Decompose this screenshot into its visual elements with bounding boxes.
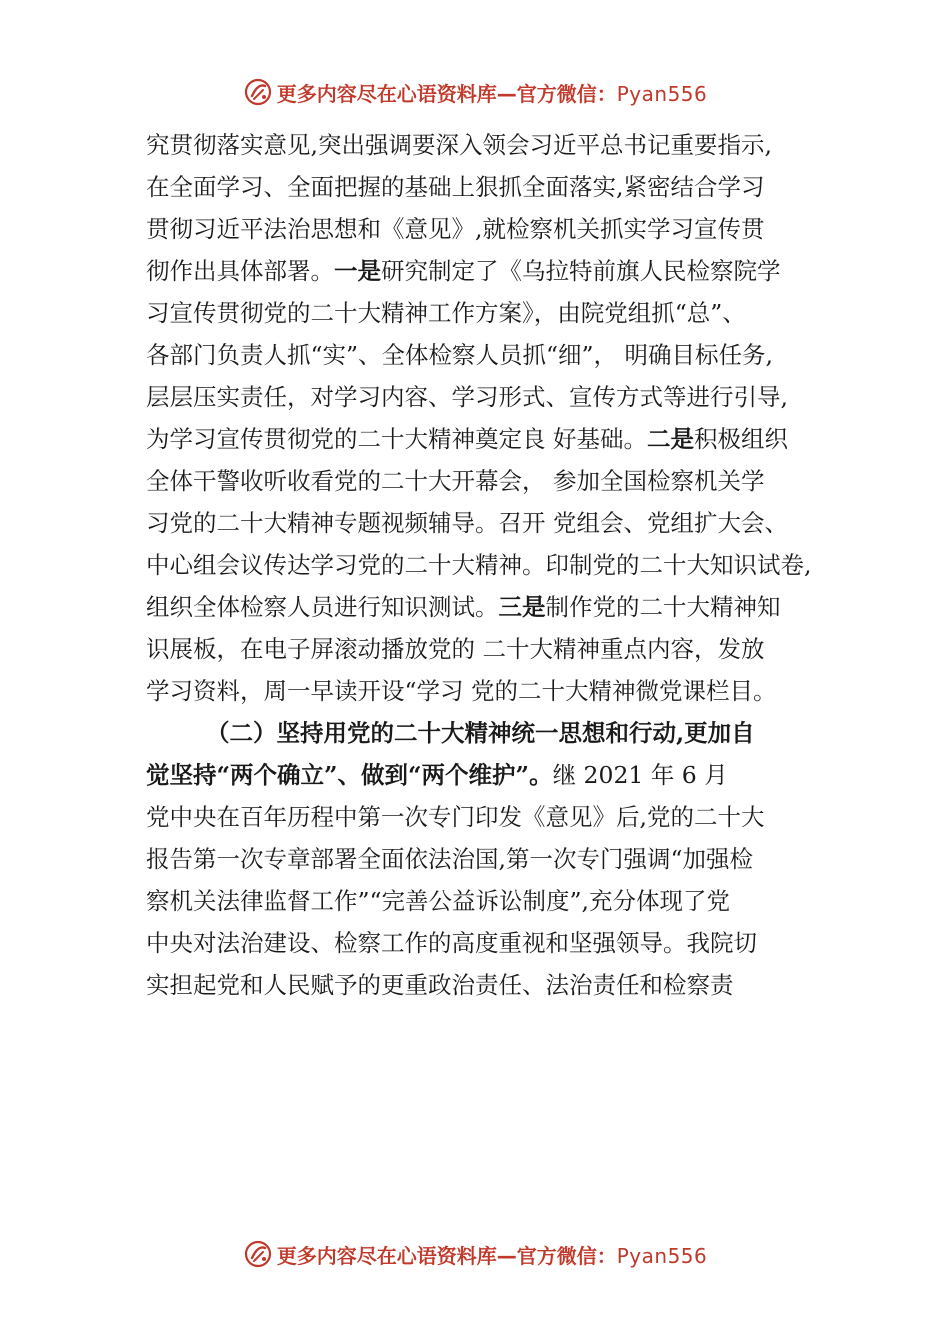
text-span: 党中央在百年历程中第一次专门印发《意见》后,党的二十大 [146,803,765,831]
body-text-line [146,124,846,166]
body-text-line [146,922,846,964]
watermark-label: 更多内容尽在心语资料库—官方微信： [276,81,617,106]
text-span: 各部门负责人抓“实”、全体检察人员抓“细”， 明确目标任务, [146,341,773,369]
body-text-line [146,586,846,628]
body-text-line [146,250,846,292]
seal-logo-icon [243,1239,273,1269]
body-text-line [146,544,846,586]
bold-text-span: （二）坚持用党的二十大精神统一思想和行动,更加自 [206,719,755,747]
bold-text-span: 三是 [498,593,546,621]
text-span: 制作党的二十大精神知 [545,593,781,621]
body-text-line [146,880,846,922]
watermark-wechat-id: Pyan556 [616,81,708,106]
body-text-line [146,334,846,376]
watermark-text [277,1240,708,1269]
text-span: 究贯彻落实意见,突出强调要深入领会习近平总书记重要指示, [146,131,772,159]
text-span: 积极组织 [693,425,788,453]
text-span: 贯彻习近平法治思想和《意见》,就检察机关抓实学习宣传贯 [146,215,765,243]
text-span: 中心组会议传达学习党的二十大精神。印制党的二十大知识试卷, [146,551,812,579]
body-text-line [146,796,846,838]
bold-text-span: 一是 [334,257,381,285]
text-span: 组织全体检察人员进行知识测试。 [146,593,499,621]
bold-text-span: 二是 [646,425,694,453]
body-text-line [146,418,846,460]
text-span: 层层压实责任，对学习内容、学习形式、宣传方式等进行引导, [146,383,788,411]
text-span: 察机关法律监督工作”“完善公益诉讼制度”,充分体现了党 [146,887,731,915]
text-span: 继 2021 年 6 月 [552,761,728,789]
body-text-line [146,964,846,1006]
body-text-line [146,670,846,712]
text-span: 彻作出具体部署。 [146,257,334,285]
text-span: 实担起党和人民赋予的更重政治责任、法治责任和检察责 [146,971,734,999]
footer-watermark [0,1234,950,1274]
text-span: 研究制定了《乌拉特前旗人民检察院学 [381,257,781,285]
watermark-text [277,78,708,107]
body-text-line [146,502,846,544]
text-span: 中央对法治建设、检察工作的高度重视和坚强领导。我院切 [146,929,757,957]
text-span: 全体干警收听收看党的二十大开幕会， 参加全国检察机关学 [146,467,765,495]
body-text-line [146,460,846,502]
body-text-line [146,376,846,418]
body-text-line [146,754,846,796]
text-span: 习宣传贯彻党的二十大精神工作方案》，由院党组抓“总”、 [146,299,746,327]
header-watermark [0,72,950,112]
text-span: 为学习宣传贯彻党的二十大精神奠定良 好基础。 [146,425,647,453]
text-span: 学习资料，周一早读开设“学习 党的二十大精神微党课栏目。 [146,677,777,705]
body-text-line [146,292,846,334]
body-text-line [146,208,846,250]
seal-logo-icon [243,77,273,107]
body-text-line [146,166,846,208]
text-span: 识展板，在电子屏滚动播放党的 二十大精神重点内容，发放 [146,635,765,663]
document-body [146,124,846,1006]
text-span: 报告第一次专章部署全面依法治国,第一次专门强调“加强检 [146,845,753,873]
body-text-line [146,838,846,880]
bold-text-span: 觉坚持“两个确立”、做到“两个维护”。 [146,761,553,789]
watermark-wechat-id: Pyan556 [616,1243,708,1268]
watermark-label: 更多内容尽在心语资料库—官方微信： [276,1243,617,1268]
body-text-line [146,712,846,754]
body-text-line [146,628,846,670]
text-span: 在全面学习、全面把握的基础上狠抓全面落实,紧密结合学习 [146,173,765,201]
text-span: 习党的二十大精神专题视频辅导。召开 党组会、党组扩大会、 [146,509,788,537]
